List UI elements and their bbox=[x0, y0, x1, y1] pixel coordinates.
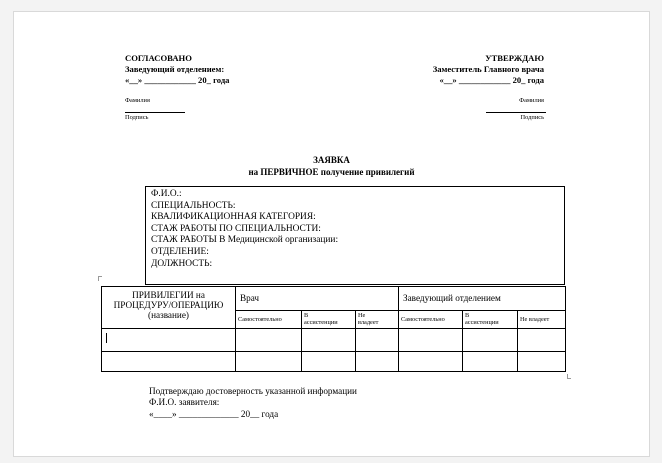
doctor-independent-header: Самостоятельно bbox=[236, 311, 302, 329]
field-experience-specialty[interactable]: СТАЖ РАБОТЫ ПО СПЕЦИАЛЬНОСТИ: bbox=[151, 223, 321, 234]
privilege-header-line3: (название) bbox=[148, 310, 189, 320]
table-cell[interactable] bbox=[102, 352, 236, 372]
agreed-surname-label: Фамилия bbox=[125, 97, 150, 104]
table-cell[interactable] bbox=[399, 352, 463, 372]
head-assist-header bbox=[463, 311, 518, 329]
approve-surname-label: Фамилия bbox=[519, 97, 544, 104]
approve-signature-line bbox=[486, 112, 546, 113]
table-cell[interactable] bbox=[356, 329, 399, 352]
table-cell[interactable] bbox=[356, 352, 399, 372]
doctor-no-line1: Не bbox=[358, 312, 366, 319]
confirm-text: Подтверждаю достоверность указанной информации bbox=[149, 386, 357, 396]
agreed-heading: СОГЛАСОВАНО bbox=[125, 53, 192, 63]
head-header: Заведующий отделением bbox=[399, 287, 566, 311]
approve-role: Заместитель Главного врача bbox=[432, 64, 544, 74]
privilege-header-line2: ПРОЦЕДУРУ/ОПЕРАЦИЮ bbox=[113, 300, 224, 310]
field-category[interactable]: КВАЛИФИКАЦИОННАЯ КАТЕГОРИЯ: bbox=[151, 212, 316, 223]
table-end-mark bbox=[567, 374, 571, 379]
table-cell[interactable] bbox=[102, 329, 236, 352]
table-row bbox=[102, 329, 566, 352]
head-assist-line2: ассистенции bbox=[465, 319, 499, 326]
approve-date-line: «__» ____________ 20_ года bbox=[439, 75, 544, 85]
agreed-signature-line bbox=[125, 112, 185, 113]
head-independent-header: Самостоятельно bbox=[399, 311, 463, 329]
field-experience-organization[interactable]: СТАЖ РАБОТЫ В Медицинской организации: bbox=[151, 235, 339, 246]
doctor-assist-line2: ассистенции bbox=[304, 319, 338, 326]
privilege-header-line1: ПРИВИЛЕГИИ на bbox=[132, 290, 205, 300]
doctor-assist-line1: В bbox=[304, 312, 309, 319]
agreed-role: Заведующий отделением: bbox=[125, 64, 225, 74]
field-specialty[interactable]: СПЕЦИАЛЬНОСТЬ: bbox=[151, 200, 236, 211]
footer-date-line[interactable]: «____» _____________ 20__ года bbox=[149, 408, 279, 419]
doctor-no-header bbox=[356, 311, 399, 329]
footer-block bbox=[149, 386, 357, 420]
table-anchor-mark bbox=[98, 276, 102, 281]
table-cell[interactable] bbox=[399, 329, 463, 352]
table-cell[interactable] bbox=[236, 329, 302, 352]
approve-signature-label: Подпись bbox=[520, 114, 544, 121]
agreed-signature-label: Подпись bbox=[125, 114, 149, 121]
applicant-info-box bbox=[145, 186, 565, 285]
field-department[interactable]: ОТДЕЛЕНИЕ: bbox=[151, 246, 209, 257]
table-cell[interactable] bbox=[302, 352, 356, 372]
doctor-assist-header bbox=[302, 311, 356, 329]
approve-heading: УТВЕРЖДАЮ bbox=[485, 53, 544, 63]
table-cell[interactable] bbox=[463, 329, 518, 352]
table-cell[interactable] bbox=[518, 352, 566, 372]
head-no-header: Не владеет bbox=[518, 311, 566, 329]
applicant-name-label[interactable]: Ф.И.О. заявителя: bbox=[149, 397, 220, 408]
text-cursor bbox=[106, 333, 107, 343]
document-subtitle: на ПЕРВИЧНОЕ получение привилегий bbox=[248, 167, 415, 177]
head-assist-line1: В bbox=[465, 312, 470, 319]
field-position[interactable]: ДОЛЖНОСТЬ: bbox=[151, 258, 213, 269]
field-fio[interactable]: Ф.И.О.: bbox=[151, 189, 182, 199]
privileges-table bbox=[101, 286, 566, 372]
table-row bbox=[102, 352, 566, 372]
doctor-header: Врач bbox=[236, 287, 399, 311]
document-page bbox=[13, 11, 650, 457]
agreed-date-line: «__» ____________ 20_ года bbox=[125, 75, 230, 85]
doctor-no-line2: владеет bbox=[358, 319, 379, 326]
table-cell[interactable] bbox=[463, 352, 518, 372]
privilege-header bbox=[102, 287, 236, 329]
document-title: ЗАЯВКА bbox=[313, 155, 350, 165]
table-cell[interactable] bbox=[302, 329, 356, 352]
table-cell[interactable] bbox=[236, 352, 302, 372]
table-cell[interactable] bbox=[518, 329, 566, 352]
